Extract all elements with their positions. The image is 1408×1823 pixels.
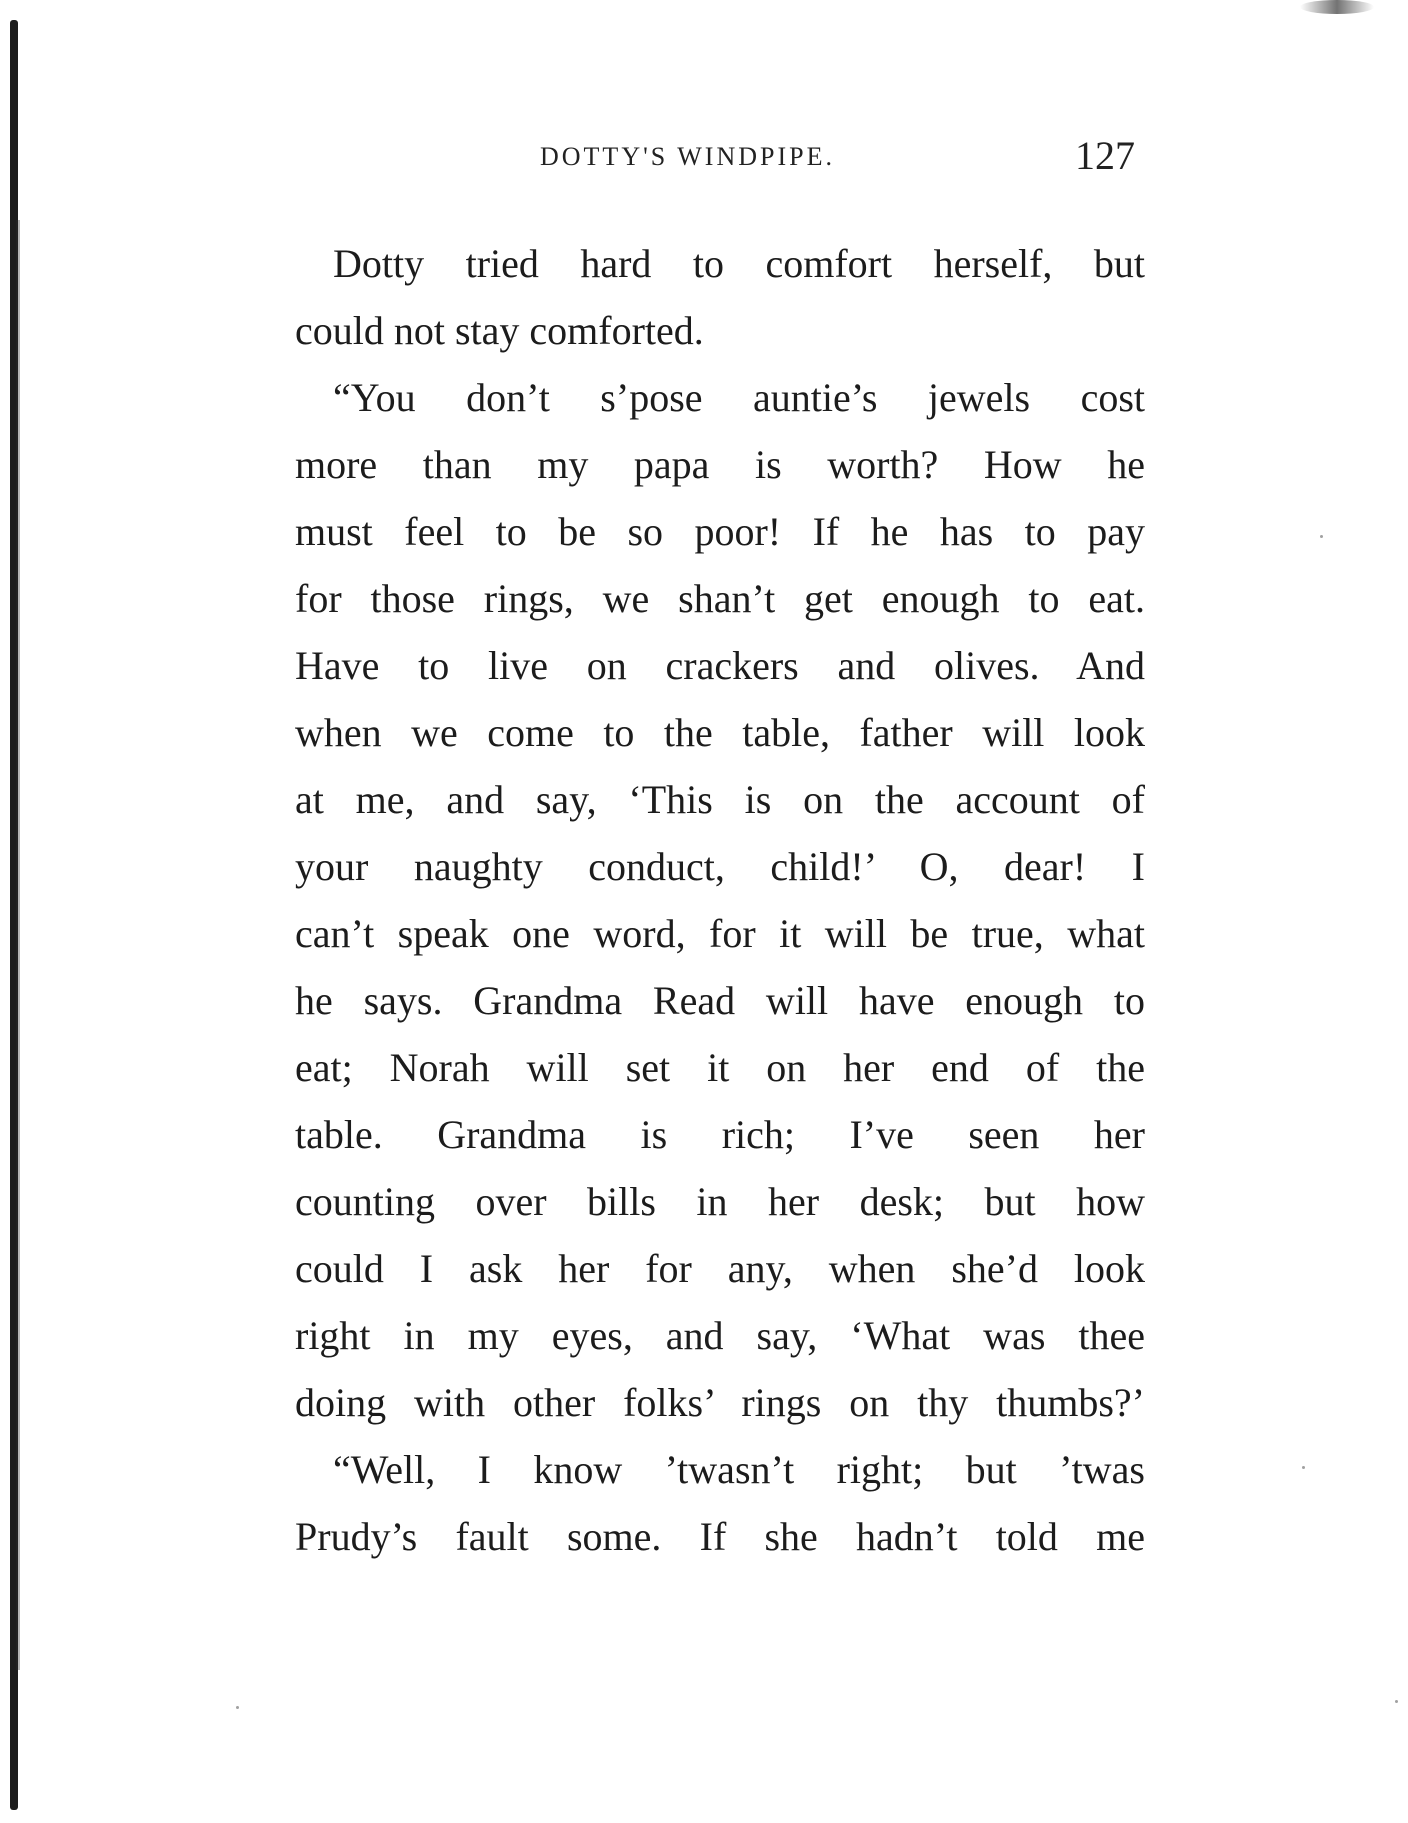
text-line: for those rings, we shan’t get enough to eat. [295,576,1145,621]
paper-speck [236,1706,239,1709]
running-head-title: DOTTY'S WINDPIPE. [540,142,835,171]
text-line: can’t speak one word, for it will be true, what [295,911,1145,956]
page-number: 127 [1075,133,1135,178]
paper-speck [1395,1700,1398,1703]
text-line: your naughty conduct, child!’ O, dear! I [295,844,1145,889]
text-line: table. Grandma is rich; I’ve seen her [295,1112,1145,1157]
text-line: counting over bills in her desk; but how [295,1179,1145,1224]
body-text [295,230,1145,1570]
text-line: “Well, I know ’twasn’t right; but ’twas [333,1447,1145,1492]
paper-speck [1320,535,1323,538]
text-line: Have to live on crackers and olives. And [295,643,1145,688]
text-line: he says. Grandma Read will have enough to [295,978,1145,1023]
running-head [295,130,1145,190]
text-line: more than my papa is worth? How he [295,442,1145,487]
text-line: doing with other folks’ rings on thy thumbs?’ [295,1380,1145,1425]
text-line: could not stay comforted. [295,308,704,353]
text-line: “You don’t s’pose auntie’s jewels cost [333,375,1145,420]
text-line: at me, and say, ‘This is on the account of [295,777,1145,822]
text-line: eat; Norah will set it on her end of the [295,1045,1145,1090]
text-line: Dotty tried hard to comfort herself, but [333,241,1145,286]
book-page [295,130,1145,1780]
paper-speck [1302,1466,1305,1469]
text-line: right in my eyes, and say, ‘What was thee [295,1313,1145,1358]
text-line: when we come to the table, father will look [295,710,1145,755]
text-line: Prudy’s fault some. If she hadn’t told me [295,1514,1145,1559]
book-binding-edge [10,20,18,1810]
corner-smudge [1300,0,1374,14]
text-line: must feel to be so poor! If he has to pay [295,509,1145,554]
text-line: could I ask her for any, when she’d look [295,1246,1145,1291]
